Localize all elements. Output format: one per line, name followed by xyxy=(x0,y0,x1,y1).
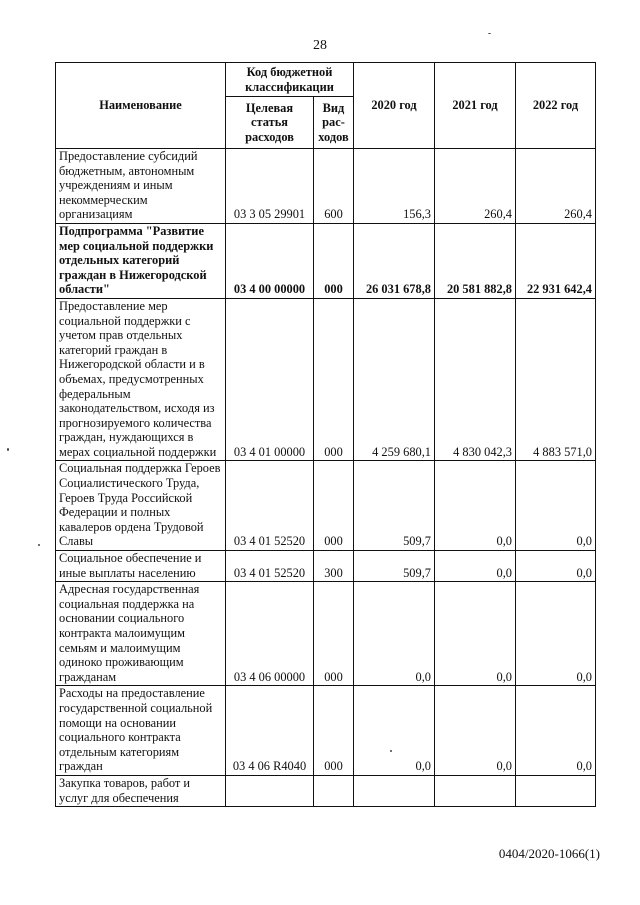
row-code xyxy=(226,775,314,806)
table-row xyxy=(56,149,596,224)
row-name: Предоставление мер социальной поддержки с учетом прав отдельных категорий граждан в Нижегородской области и в объемах, предусмотренных федеральным законодательством, исходя из прогнозируемого количества граждан, нуждающихся в мерах социальной поддержки xyxy=(56,298,226,461)
header-expense-kind: Вид рас-ходов xyxy=(314,97,354,149)
row-2021: 0,0 xyxy=(435,582,516,686)
row-2022 xyxy=(516,775,596,806)
row-kind: 000 xyxy=(314,461,354,551)
row-code: 03 3 05 29901 xyxy=(226,149,314,224)
row-name: Адресная государственная социальная поддержка на основании социального контракта малоимущим семьям и малоимущим одиноко проживающим гражданам xyxy=(56,582,226,686)
row-2021: 260,4 xyxy=(435,149,516,224)
row-name: Социальная поддержка Героев Социалистического Труда, Героев Труда Российской Федерации и полных кавалеров ордена Трудовой Славы xyxy=(56,461,226,551)
row-2020: 4 259 680,1 xyxy=(354,298,435,461)
budget-table xyxy=(55,62,596,807)
row-2020: 0,0 xyxy=(354,582,435,686)
scan-speck xyxy=(390,750,392,752)
row-code: 03 4 06 00000 xyxy=(226,582,314,686)
row-kind: 000 xyxy=(314,582,354,686)
row-name: Подпрограмма "Развитие мер социальной поддержки отдельных категорий граждан в Нижегородской области" xyxy=(56,223,226,298)
document-code: 0404/2020-1066(1) xyxy=(498,846,600,861)
row-name: Социальное обеспечение и иные выплаты населению xyxy=(56,551,226,582)
row-2022: 0,0 xyxy=(516,461,596,551)
page-number: 28 xyxy=(313,38,327,53)
row-kind xyxy=(314,775,354,806)
row-code: 03 4 00 00000 xyxy=(226,223,314,298)
header-target-article: Целевая статья расходов xyxy=(226,97,314,149)
header-2021: 2021 год xyxy=(435,63,516,149)
row-2021: 0,0 xyxy=(435,461,516,551)
header-2020: 2020 год xyxy=(354,63,435,149)
row-code: 03 4 01 52520 xyxy=(226,461,314,551)
table-row xyxy=(56,686,596,776)
table-row xyxy=(56,551,596,582)
row-2021: 0,0 xyxy=(435,551,516,582)
row-2022: 4 883 571,0 xyxy=(516,298,596,461)
row-2020: 509,7 xyxy=(354,461,435,551)
row-2020 xyxy=(354,775,435,806)
row-2022: 0,0 xyxy=(516,686,596,776)
table-row xyxy=(56,775,596,806)
row-kind: 000 xyxy=(314,298,354,461)
row-kind: 300 xyxy=(314,551,354,582)
row-2021: 4 830 042,3 xyxy=(435,298,516,461)
row-2020: 509,7 xyxy=(354,551,435,582)
scan-speck xyxy=(488,33,491,34)
row-code: 03 4 06 R4040 xyxy=(226,686,314,776)
table-row xyxy=(56,461,596,551)
scan-speck xyxy=(7,448,9,451)
row-code: 03 4 01 52520 xyxy=(226,551,314,582)
row-name: Расходы на предоставление государственной социальной помощи на основании социального контракта отдельным категориям граждан xyxy=(56,686,226,776)
row-2020: 26 031 678,8 xyxy=(354,223,435,298)
row-kind: 600 xyxy=(314,149,354,224)
row-2022: 0,0 xyxy=(516,582,596,686)
row-name: Закупка товаров, работ и услуг для обеспечения xyxy=(56,775,226,806)
table-row xyxy=(56,582,596,686)
row-2021 xyxy=(435,775,516,806)
header-classification: Код бюджетной классификации xyxy=(226,63,354,97)
row-2021: 0,0 xyxy=(435,686,516,776)
row-2020: 156,3 xyxy=(354,149,435,224)
row-2022: 260,4 xyxy=(516,149,596,224)
row-code: 03 4 01 00000 xyxy=(226,298,314,461)
header-name: Наименование xyxy=(56,63,226,149)
row-2022: 22 931 642,4 xyxy=(516,223,596,298)
row-kind: 000 xyxy=(314,686,354,776)
row-kind: 000 xyxy=(314,223,354,298)
row-2021: 20 581 882,8 xyxy=(435,223,516,298)
row-2020: 0,0 xyxy=(354,686,435,776)
scan-speck xyxy=(38,544,40,546)
table-row xyxy=(56,298,596,461)
header-2022: 2022 год xyxy=(516,63,596,149)
table-row xyxy=(56,223,596,298)
row-2022: 0,0 xyxy=(516,551,596,582)
row-name: Предоставление субсидий бюджетным, автономным учреждениям и иным некоммерческим организациям xyxy=(56,149,226,224)
